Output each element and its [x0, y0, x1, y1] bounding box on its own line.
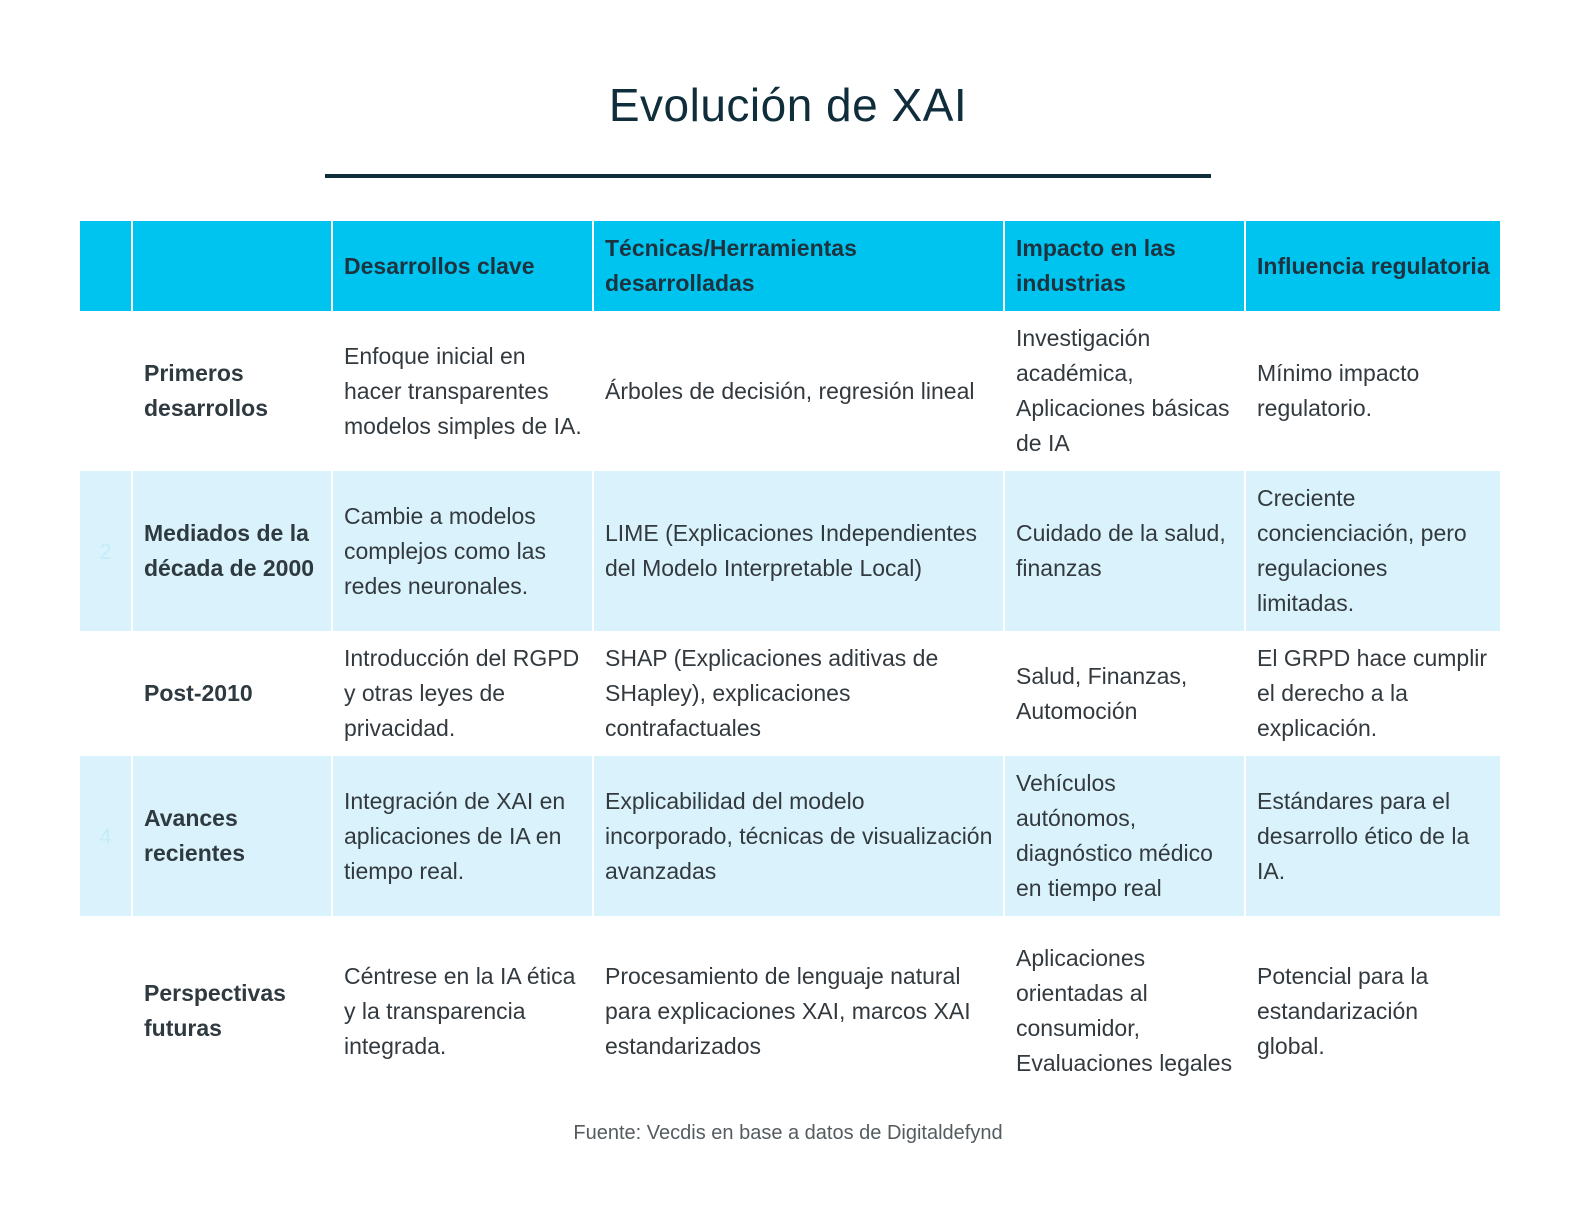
table-row	[80, 756, 1500, 916]
row-industry-impact: Vehículos autónomos, diagnóstico médico en tiempo real	[1004, 756, 1245, 916]
row-key-developments: Enfoque inicial en hacer transparentes modelos simples de IA.	[332, 311, 593, 471]
xai-evolution-table	[80, 221, 1500, 1106]
row-regulatory: Estándares para el desarrollo ético de la IA.	[1245, 756, 1500, 916]
row-index	[80, 311, 132, 471]
header-regulatory-influence: Influencia regulatoria	[1245, 221, 1500, 311]
header-index	[80, 221, 132, 311]
row-period: Perspectivas futuras	[132, 916, 332, 1106]
table-row	[80, 631, 1500, 756]
row-index: 2	[80, 471, 132, 631]
row-industry-impact: Salud, Finanzas, Automoción	[1004, 631, 1245, 756]
header-period	[132, 221, 332, 311]
row-regulatory: El GRPD hace cumplir el derecho a la explicación.	[1257, 645, 1488, 741]
row-regulatory: Mínimo impacto regulatorio.	[1257, 360, 1420, 421]
row-techniques: SHAP (Explicaciones aditivas de SHapley), explicaciones contrafactuales	[593, 631, 1004, 756]
row-index: 4	[80, 756, 132, 916]
row-key-developments: Cambie a modelos complejos como las redes neuronales.	[332, 471, 593, 631]
row-industry-impact: Investigación académica, Aplicaciones básicas de IA	[1004, 311, 1245, 471]
row-techniques: Procesamiento de lenguaje natural para explicaciones XAI, marcos XAI estandarizados	[593, 916, 1004, 1106]
row-industry-impact: Aplicaciones orientadas al consumidor, Evaluaciones legales	[1004, 916, 1245, 1106]
row-regulatory: Potencial para la estandarización global.	[1257, 962, 1429, 1059]
row-key-developments: Céntrese en la IA ética y la transparencia integrada.	[332, 916, 593, 1106]
row-techniques: Explicabilidad del modelo incorporado, técnicas de visualización avanzadas	[593, 756, 1004, 916]
row-regulatory: Creciente concienciación, pero regulaciones limitadas.	[1245, 471, 1500, 631]
row-period: Primeros desarrollos	[132, 311, 332, 471]
row-index	[80, 631, 132, 756]
row-period: Mediados de la década de 2000	[132, 471, 332, 631]
table-row	[80, 916, 1500, 1106]
row-techniques: Árboles de decisión, regresión lineal	[593, 311, 1004, 471]
source-note: Fuente: Vecdis en base a datos de Digitaldefynd	[573, 1122, 1003, 1144]
row-period: Post-2010	[132, 631, 332, 756]
header-techniques: Técnicas/Herramientas desarrolladas	[593, 221, 1004, 311]
row-techniques: LIME (Explicaciones Independientes del Modelo Interpretable Local)	[593, 471, 1004, 631]
row-key-developments: Integración de XAI en aplicaciones de IA en tiempo real.	[332, 756, 593, 916]
row-key-developments: Introducción del RGPD y otras leyes de privacidad.	[332, 631, 593, 756]
table-row	[80, 471, 1500, 631]
row-period: Avances recientes	[132, 756, 332, 916]
page-title: Evolución de XAI	[608, 79, 968, 131]
table-header-row	[80, 221, 1500, 311]
title-divider	[325, 174, 1211, 178]
header-key-developments: Desarrollos clave	[332, 221, 593, 311]
row-industry-impact: Cuidado de la salud, finanzas	[1004, 471, 1245, 631]
header-industry-impact: Impacto en las industrias	[1004, 221, 1245, 311]
table-row	[80, 311, 1500, 471]
row-index	[80, 916, 132, 1106]
